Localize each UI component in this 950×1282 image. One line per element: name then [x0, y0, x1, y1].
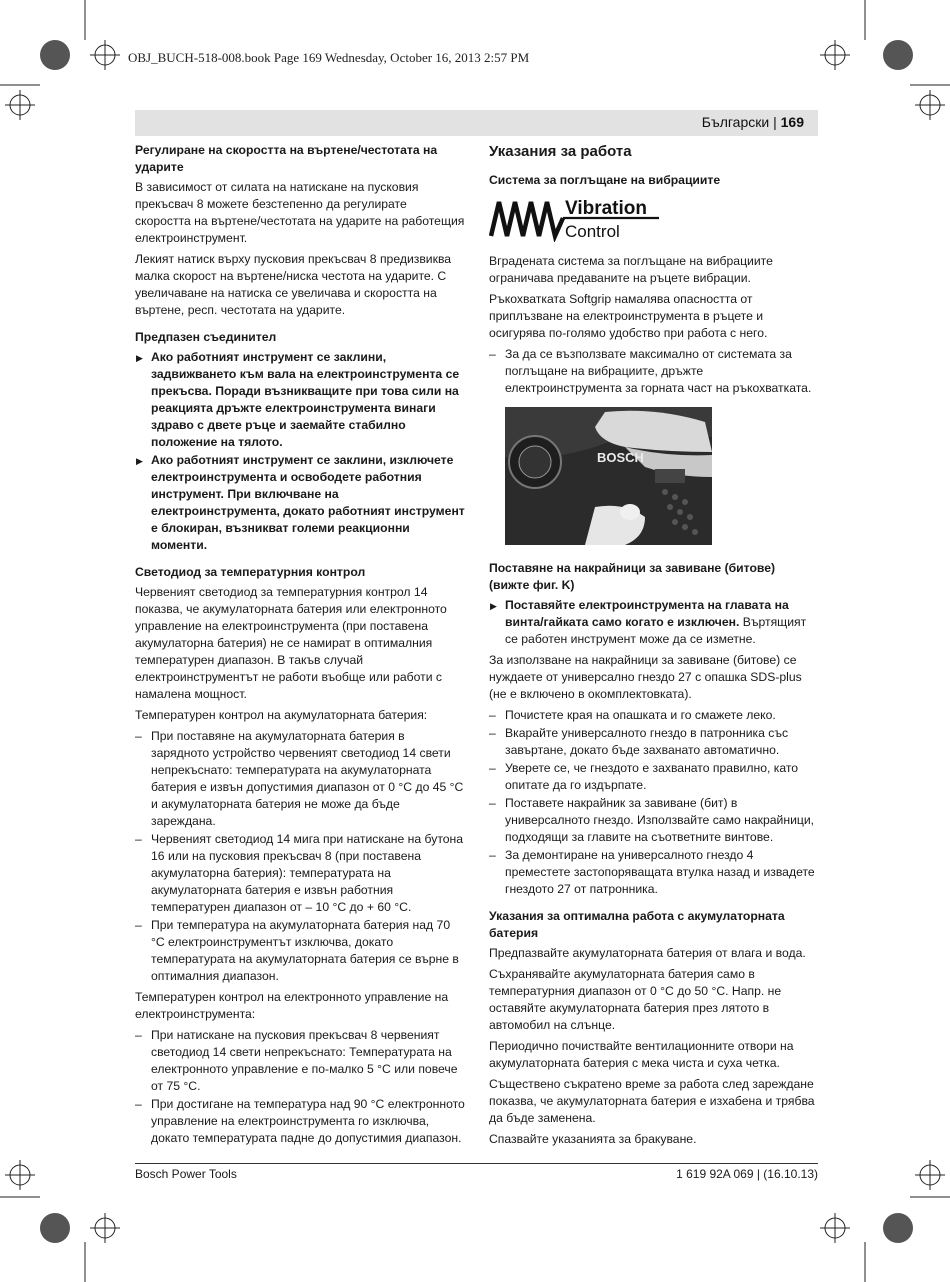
logo-text-control: Control: [565, 222, 620, 241]
vibration-control-logo: [489, 196, 661, 242]
vibration-list: [489, 346, 818, 397]
list-item: – При достигане на температура над 90 °C електронното управление на електроинструмента го изключва, докато температурата падне до допустимия диапазон.: [135, 1096, 465, 1147]
vibration-paragraph-2: Ръкохватката Softgrip намалява опасността от приплъзване на електроинструмента в ръцете и осигурява по-голямо удобство при работа с него.: [489, 292, 768, 340]
footer-company: Bosch Power Tools: [135, 1167, 237, 1181]
list-item: – При натискане на пусковия прекъсвач 8 червеният светодиод 14 свети непрекъснато: Температурата на електронното управление е по-малко 5 °C или повече от 75 °C.: [135, 1027, 465, 1095]
print-info-line: OBJ_BUCH-518-008.book Page 169 Wednesday, October 16, 2013 2:57 PM: [128, 50, 530, 65]
logo-text-vibration: Vibration: [565, 198, 647, 219]
clutch-heading: Предпазен съединител: [135, 330, 277, 344]
section-title: Указания за работа: [489, 143, 632, 160]
list-item: – Поставете накрайник за завиване (бит) в универсалното гнездо. Използвайте само накрайници, подходящи за главите на съответните винтове.: [489, 795, 818, 846]
bits-heading: Поставяне на накрайници за завиване (битове) (вижте фиг. K): [489, 561, 776, 592]
led-paragraph-2: Температурен контрол на акумулаторната батерия:: [135, 708, 428, 722]
page-header-bar: [135, 110, 818, 136]
list-item: – При температура на акумулаторната батерия над 70 °C електроинструментът изключва, докато температурата на акумулаторната батерия се върне в оптималния диапазон.: [135, 917, 465, 985]
clutch-warning-2: ▶ Ако работният инструмент се заклини, изключете електроинструмента и освободете работния инструмент. При включване на електроинструмента, докато работният инструмент е блокиран, възникват големи реакционни моменти.: [135, 452, 465, 554]
list-item: – При поставяне на акумулаторната батерия в зарядното устройство червеният светодиод 14 свети непрекъснато: температурата на акумулаторната батерия е извън допустимия диапазон от 0 °C до 45 °C и акумулаторната батерия не може да бъде зареждана.: [135, 728, 465, 830]
list-item: – Вкарайте универсалното гнездо в патронника със завъртане, докато бъде захванато автоматично.: [489, 725, 818, 759]
bits-steps-list: [489, 707, 818, 898]
tool-handle-photo: [505, 407, 712, 545]
page-number: 169: [780, 114, 804, 130]
vibration-paragraph-1: Вградената система за поглъщане на вибрациите ограничава предаваните на ръцете вибрации.: [489, 254, 773, 285]
battery-heading: Указания за оптимална работа с акумулаторната батерия: [489, 909, 785, 940]
bits-warning-rest: Въртящият се работен инструмент може да се изметне.: [505, 615, 807, 646]
battery-paragraph-5: Спазвайте указанията за бракуване.: [489, 1132, 697, 1146]
header-separator: |: [773, 114, 777, 130]
led-paragraph-3: Температурен контрол на електронното управление на електроинструмента:: [135, 990, 449, 1021]
speed-paragraph-1: В зависимост от силата на натискане на пусковия прекъсвач 8 можете безстепенно да регулирате скоростта на въртене/честотата на ударите на работещия електроинструмент.: [135, 180, 465, 245]
bits-warning-1: [489, 597, 818, 648]
bits-warning-list: [489, 597, 818, 648]
footer-doc-number: 1 619 92A 069 | (16.10.13): [676, 1167, 818, 1181]
list-item: – За да се възползвате максимално от системата за поглъщане на вибрациите, дръжте електроинструмента за горната част на ръкохватката.: [489, 346, 818, 397]
list-item: – Червеният светодиод 14 мига при натискане на бутона 16 или на пусковия прекъсвач 8 (при поставена акумулаторна батерия): температурата на акумулаторната батерия е извън работния температурен диапазон от – 10 °C до + 60 °C.: [135, 831, 465, 916]
battery-paragraph-3: Периодично почиствайте вентилационните отвори на акумулаторната батерия с мека чиста и суха четка.: [489, 1039, 794, 1070]
language-label: Български: [701, 114, 770, 130]
speed-paragraph-2: Лекият натиск върху пусковия прекъсвач 8 предизвиква малка скорост на въртене/ниска честота на ударите. С увеличаване на натиска се увеличава и скоростта на въртене, респ. честотата на ударите.: [135, 252, 452, 317]
footer-rule: [135, 1163, 818, 1164]
battery-temp-list: [135, 728, 465, 985]
list-item: – За демонтиране на универсалното гнездо 4 преместете застопоряващата втулка назад и извадете гнездото 27 от патронника.: [489, 847, 818, 898]
led-paragraph-1: Червеният светодиод за температурния контрол 14 показва, че акумулаторната батерия или електронното управление на електроинструмента (при поставена акумулаторна батерия) не се намират в оптималния температурен диапазон. В такъв случай електроинструментът не работи въобще или работи с намалена мощност.: [135, 585, 447, 701]
bits-paragraph-1: За използване на накрайници за завиване (битове) се нуждаете от универсално гнездо 27 с опашка SDS-plus (не е включено в окомплектовката).: [489, 653, 802, 701]
battery-paragraph-4: Съществено съкратено време за работа след зареждане показва, че акумулаторната батерия е изхабена и трябва да бъде заменена.: [489, 1077, 815, 1125]
led-heading: Светодиод за температурния контрол: [135, 565, 366, 579]
list-item: – Почистете края на опашката и го смажете леко.: [489, 707, 818, 724]
vibration-heading: Система за поглъщане на вибрациите: [489, 173, 721, 187]
clutch-warning-list: [135, 349, 465, 554]
battery-paragraph-1: Предпазвайте акумулаторната батерия от влага и вода.: [489, 946, 806, 960]
battery-paragraph-2: Съхранявайте акумулаторната батерия само в температурния диапазон от 0 °C до 50 °C. Напр. не оставяйте акумулаторната батерия през лятото в автомобил на слънце.: [489, 967, 782, 1032]
right-column: [489, 142, 818, 1152]
photo-brand-label: BOSCH: [597, 450, 644, 465]
clutch-warning-1: ▶ Ако работният инструмент се заклини, задвижването към вала на електроинструмента се прекъсва. Поради възникващите при това сили на реакцията дръжте електроинструмента винаги здраво с двете ръце и заемайте стабилно положение на тялото.: [135, 349, 465, 451]
bits-warning-bold: Поставяйте електроинструмента на главата на винта/гайката само когато е изключен.: [505, 598, 789, 629]
list-item: – Уверете се, че гнездото е захванато правилно, като опитате да го издърпате.: [489, 760, 818, 794]
left-column: [135, 142, 465, 1151]
page-language-number: [702, 114, 804, 130]
electronics-temp-list: [135, 1027, 465, 1147]
speed-heading: Регулиране на скоростта на въртене/честотата на ударите: [135, 143, 438, 174]
